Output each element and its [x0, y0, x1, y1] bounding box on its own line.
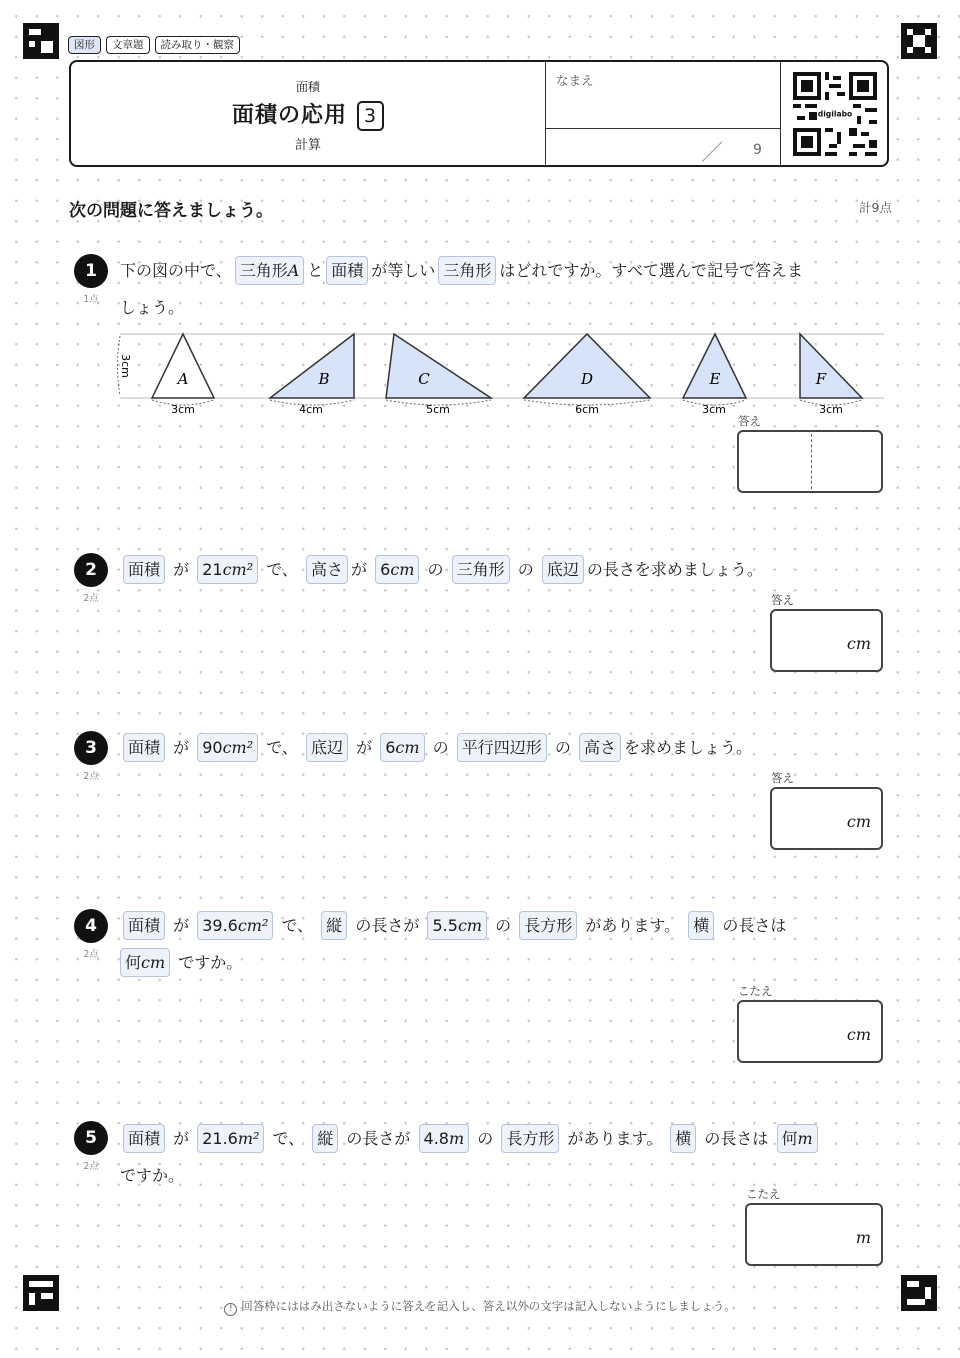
- keyword: 長方形: [519, 911, 577, 940]
- header-category: 計算: [294, 138, 321, 153]
- triangle-F: [800, 334, 862, 416]
- svg-text:5cm: 5cm: [426, 403, 450, 416]
- keyword: 面積: [326, 256, 368, 285]
- svg-text:B: B: [318, 370, 330, 388]
- keyword: 5.5cm: [427, 911, 487, 940]
- question-number: 1: [74, 254, 108, 288]
- total-points: 計9点: [859, 200, 892, 215]
- score-slash: ／: [701, 141, 724, 166]
- keyword: 底辺: [542, 555, 584, 584]
- triangle-A: [152, 334, 214, 416]
- keyword: 高さ: [306, 555, 348, 584]
- keyword: 面積: [123, 1124, 165, 1153]
- triangle-E: [683, 334, 746, 416]
- keyword: 面積: [123, 911, 165, 940]
- answer-label: 答え: [771, 593, 794, 607]
- question-points: 2点: [83, 771, 99, 782]
- svg-text:3cm: 3cm: [819, 403, 843, 416]
- keyword: 三角形: [452, 555, 510, 584]
- svg-text:C: C: [418, 370, 430, 388]
- answer-box[interactable]: [770, 787, 883, 850]
- keyword: 39.6cm²: [197, 911, 273, 940]
- tag-reading: 読み取り・観察: [155, 36, 241, 54]
- triangle-C: [386, 334, 491, 416]
- question-points: 2点: [83, 949, 99, 960]
- keyword: 21.6m²: [197, 1124, 264, 1153]
- svg-text:E: E: [709, 370, 721, 388]
- keyword: 平行四辺形: [457, 733, 547, 762]
- answer-box[interactable]: [770, 609, 883, 672]
- score-max: 9: [753, 142, 762, 158]
- question-text: 面積 が 39.6cm² で、 縦 の長さが 5.5cm の 長方形 があります。 横 の長さは 何cm ですか。: [120, 907, 786, 981]
- svg-text:3cm: 3cm: [702, 403, 726, 416]
- keyword: 縦: [312, 1124, 338, 1153]
- keyword: 横: [688, 911, 714, 940]
- info-icon: !: [224, 1303, 237, 1316]
- question-text: 面積 が 21.6m² で、 縦 の長さが 4.8m の 長方形 があります。 横 の長さは 何m ですか。: [120, 1120, 821, 1194]
- question-points: 2点: [83, 1161, 99, 1172]
- sheet-number: 3: [357, 101, 384, 131]
- triangle-figure: [112, 324, 892, 424]
- tag-figure: 図形: [68, 36, 101, 54]
- question-number: 4: [74, 909, 108, 943]
- answer-label: こたえ: [746, 1187, 781, 1201]
- question-text: 面積 が 90cm² で、 底辺 が 6cm の 平行四辺形 の 高さ を求めましょう。: [120, 729, 752, 766]
- keyword: 面積: [123, 733, 165, 762]
- keyword: 何m: [777, 1124, 818, 1153]
- answer-unit: m: [855, 1228, 871, 1247]
- keyword: 縦: [321, 911, 347, 940]
- question-number: 2: [74, 553, 108, 587]
- svg-text:D: D: [580, 370, 594, 388]
- svg-text:3cm: 3cm: [171, 403, 195, 416]
- answer-unit: cm: [846, 1025, 871, 1044]
- corner-marker-top-right: [901, 23, 937, 59]
- keyword: 4.8m: [419, 1124, 470, 1153]
- keyword: 面積: [123, 555, 165, 584]
- answer-box[interactable]: [737, 1000, 883, 1063]
- header-subtitle: 面積: [295, 80, 320, 94]
- keyword: 6cm: [375, 555, 419, 584]
- svg-text:A: A: [177, 370, 189, 388]
- keyword: 何cm: [120, 948, 170, 977]
- page-title: [71, 98, 545, 131]
- svg-text:6cm: 6cm: [575, 403, 599, 416]
- answer-unit: cm: [846, 812, 871, 831]
- svg-text:F: F: [815, 370, 827, 388]
- keyword: 三角形A: [235, 256, 305, 285]
- question-points: 2点: [83, 593, 99, 604]
- answer-label: 答え: [771, 771, 794, 785]
- qr-code-icon: [793, 72, 877, 156]
- worksheet-header: [69, 60, 889, 167]
- instruction: 次の問題に答えましょう。: [69, 201, 273, 221]
- triangle-D: [524, 334, 650, 416]
- tag-list: [68, 36, 240, 54]
- question-points: 1点: [83, 294, 99, 305]
- keyword: 三角形: [438, 256, 496, 285]
- footer-note: ! 回答枠にははみ出さないように答えを記入し、答え以外の文字は記入しないようにしましょう。: [0, 1298, 960, 1316]
- keyword: 底辺: [306, 733, 348, 762]
- answer-divider: [811, 434, 812, 489]
- tag-word-problem: 文章題: [106, 36, 150, 54]
- keyword: 6cm: [380, 733, 424, 762]
- question-number: 3: [74, 731, 108, 765]
- question-text: 下の図の中で、 三角形A と 面積 が等しい 三角形 はどれですか。すべて選んで記号で答えま しょう。: [120, 252, 803, 326]
- keyword: 90cm²: [197, 733, 258, 762]
- question-text: 面積 が 21cm² で、 高さ が 6cm の 三角形 の 底辺 の長さを求めましょう。: [120, 551, 763, 588]
- name-field[interactable]: なまえ: [556, 73, 594, 88]
- answer-box[interactable]: [745, 1203, 883, 1266]
- keyword: 高さ: [579, 733, 621, 762]
- question-number: 5: [74, 1121, 108, 1155]
- triangle-B: [270, 334, 354, 416]
- answer-label: こたえ: [738, 984, 773, 998]
- keyword: 21cm²: [197, 555, 258, 584]
- answer-unit: cm: [846, 634, 871, 653]
- height-label: 3cm: [119, 354, 132, 378]
- answer-box[interactable]: [737, 430, 883, 493]
- svg-text:4cm: 4cm: [299, 403, 323, 416]
- qr-label: digilabo: [817, 109, 853, 119]
- corner-marker-top-left: [23, 23, 59, 59]
- keyword: 長方形: [501, 1124, 559, 1153]
- keyword: 横: [670, 1124, 696, 1153]
- title-text: 面積の応用: [231, 103, 347, 128]
- answer-label: 答え: [738, 414, 761, 428]
